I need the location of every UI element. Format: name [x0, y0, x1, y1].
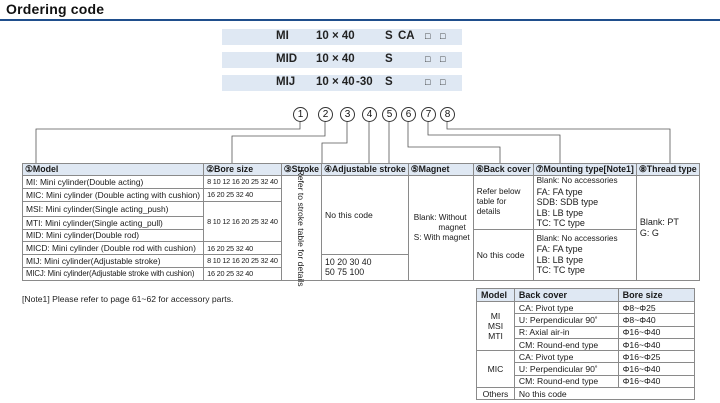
model-cell: MTI: Mini cylinder(Single acting_pull) — [23, 216, 204, 229]
code-model: MID — [276, 53, 298, 65]
code-s: S — [385, 53, 393, 65]
accessory-note: [Note1] Please refer to page 61~62 for accessory parts. — [22, 294, 234, 304]
cover-cell: U: Perpendicular 90˚ — [514, 363, 618, 375]
adjustable-values-cell — [322, 255, 409, 281]
bore-cell: 16 20 25 32 40 — [204, 188, 282, 201]
bore-cell: Φ8~Φ25 — [618, 302, 694, 314]
sub-header-bore-size: Bore size — [618, 289, 694, 302]
magnet-cell — [408, 176, 473, 281]
mounting-option: TC: TC type — [536, 218, 585, 228]
model-cell: MIC: Mini cylinder (Double acting with cushion) — [23, 188, 204, 201]
model-name: MI — [490, 311, 501, 322]
code-s: S — [385, 76, 393, 88]
back-cover-refer-line-1: Refer below — [476, 187, 521, 197]
code-box-8: □ — [440, 54, 446, 64]
model-group-cell: Others — [477, 388, 515, 400]
sub-header-row — [477, 289, 695, 302]
mounting-option: FA: FA type — [536, 186, 583, 197]
header-back-cover: ⑥Back cover — [473, 164, 533, 176]
cover-cell: U: Perpendicular 90˚ — [514, 314, 618, 326]
adjustable-none-cell: No this code — [322, 176, 409, 255]
table-row — [477, 388, 695, 400]
header-bore-size: ②Bore size — [204, 164, 282, 176]
mounting-cell-b — [533, 229, 636, 280]
bore-cell: 8 10 12 16 20 25 32 40 — [204, 255, 282, 268]
header-stroke: ③Stroke — [281, 164, 321, 176]
number-circle-5: 5 — [382, 107, 397, 122]
code-bore: 10 × 40 — [316, 53, 355, 65]
code-s: S — [385, 30, 393, 42]
model-name: MSI — [487, 321, 504, 332]
cover-cell: R: Axial air-in — [514, 326, 618, 338]
cover-cell: No this code — [514, 388, 694, 400]
thread-option-2: G: G — [639, 227, 659, 238]
code-bore: 10 × 40 — [316, 30, 355, 42]
cover-cell: CM: Round-end type — [514, 375, 618, 387]
number-circle-3: 3 — [340, 107, 355, 122]
code-bore: 10 × 40 — [316, 76, 355, 88]
bore-cell: 8 10 12 16 20 25 32 40 — [204, 201, 282, 242]
number-circle-7: 7 — [421, 107, 436, 122]
header-mounting-type: ⑦Mounting type[Note1] — [533, 164, 636, 176]
model-cell: MID: Mini cylinder(Double rod) — [23, 229, 204, 242]
adjustable-values-line-2: 50 75 100 — [325, 267, 365, 278]
header-model: ①Model — [23, 164, 204, 176]
code-model: MI — [276, 30, 289, 42]
sub-header-model: Model — [477, 289, 515, 302]
code-ca: CA — [398, 30, 415, 42]
number-circle-6: 6 — [401, 107, 416, 122]
model-name: MTI — [488, 331, 503, 342]
bore-cell: Φ16~Φ40 — [618, 338, 694, 350]
bore-cell: Φ16~Φ25 — [618, 351, 694, 363]
mounting-option: TC: TC type — [536, 265, 585, 276]
thread-option-1: Blank: PT — [639, 216, 679, 227]
table-row — [23, 176, 700, 189]
mounting-option: SDB: SDB type — [536, 197, 599, 207]
adjustable-values-line-1: 10 20 30 40 — [325, 256, 372, 267]
header-thread-type: ⑧Thread type — [636, 164, 699, 176]
model-cell: MSI: Mini cylinder(Single acting_push) — [23, 201, 204, 216]
bore-cell: Φ16~Φ40 — [618, 326, 694, 338]
magnet-line-2: magnet — [438, 222, 466, 232]
mounting-option: Blank: No accessories — [536, 176, 618, 185]
model-cell: MICD: Mini cylinder (Double rod with cushion) — [23, 242, 204, 255]
mounting-option: LB: LB type — [536, 207, 584, 218]
model-cell: MIJ: Mini cylinder(Adjustable stroke) — [23, 255, 204, 268]
magnet-line-1: Blank: Without — [413, 212, 467, 222]
bore-cell: 8 10 12 16 20 25 32 40 — [204, 176, 282, 189]
bore-cell: 16 20 25 32 40 — [204, 267, 282, 280]
back-cover-table — [476, 288, 695, 400]
sub-header-back-cover: Back cover — [514, 289, 618, 302]
header-magnet: ⑤Magnet — [408, 164, 473, 176]
back-cover-refer-cell — [473, 176, 533, 230]
number-circle-8: 8 — [440, 107, 455, 122]
header-adjustable-stroke: ④Adjustable stroke — [322, 164, 409, 176]
number-circle-2: 2 — [318, 107, 333, 122]
mounting-option: FA: FA type — [536, 244, 583, 255]
model-cell: MICJ: Mini cylinder(Adjustable stroke with cushion) — [23, 267, 204, 280]
ordering-code-table — [22, 163, 700, 287]
code-box-7: □ — [425, 31, 431, 41]
mounting-option: Blank: No accessories — [536, 233, 618, 243]
cover-cell: CM: Round-end type — [514, 338, 618, 350]
code-box-8: □ — [440, 77, 446, 87]
mounting-cell-a — [533, 176, 636, 230]
number-circle-4: 4 — [362, 107, 377, 122]
magnet-line-3: S: With magnet — [413, 232, 470, 242]
bore-cell: Φ8~Φ40 — [618, 314, 694, 326]
code-box-7: □ — [425, 54, 431, 64]
model-group-cell: MIC — [477, 351, 515, 388]
page-title: Ordering code — [6, 1, 105, 17]
code-adjustable: -30 — [356, 76, 373, 88]
cover-cell: CA: Pivot type — [514, 351, 618, 363]
bore-cell: 16 20 25 32 40 — [204, 242, 282, 255]
code-box-7: □ — [425, 77, 431, 87]
thread-cell — [636, 176, 699, 281]
model-cell: MI: Mini cylinder(Double acting) — [23, 176, 204, 189]
back-cover-none-cell: No this code — [473, 229, 533, 280]
table-row — [477, 302, 695, 314]
table-header-row — [23, 164, 700, 176]
code-model: MIJ — [276, 76, 296, 88]
bore-cell: Φ16~Φ40 — [618, 363, 694, 375]
back-cover-refer-line-2: table for details — [476, 197, 507, 217]
model-group-cell — [477, 302, 515, 351]
table-row — [477, 351, 695, 363]
number-circle-1: 1 — [293, 107, 308, 122]
bore-cell: Φ16~Φ40 — [618, 375, 694, 387]
cover-cell: CA: Pivot type — [514, 302, 618, 314]
code-box-8: □ — [440, 31, 446, 41]
stroke-note: Refer to stroke table for details — [296, 169, 307, 287]
mounting-option: LB: LB type — [536, 254, 584, 265]
